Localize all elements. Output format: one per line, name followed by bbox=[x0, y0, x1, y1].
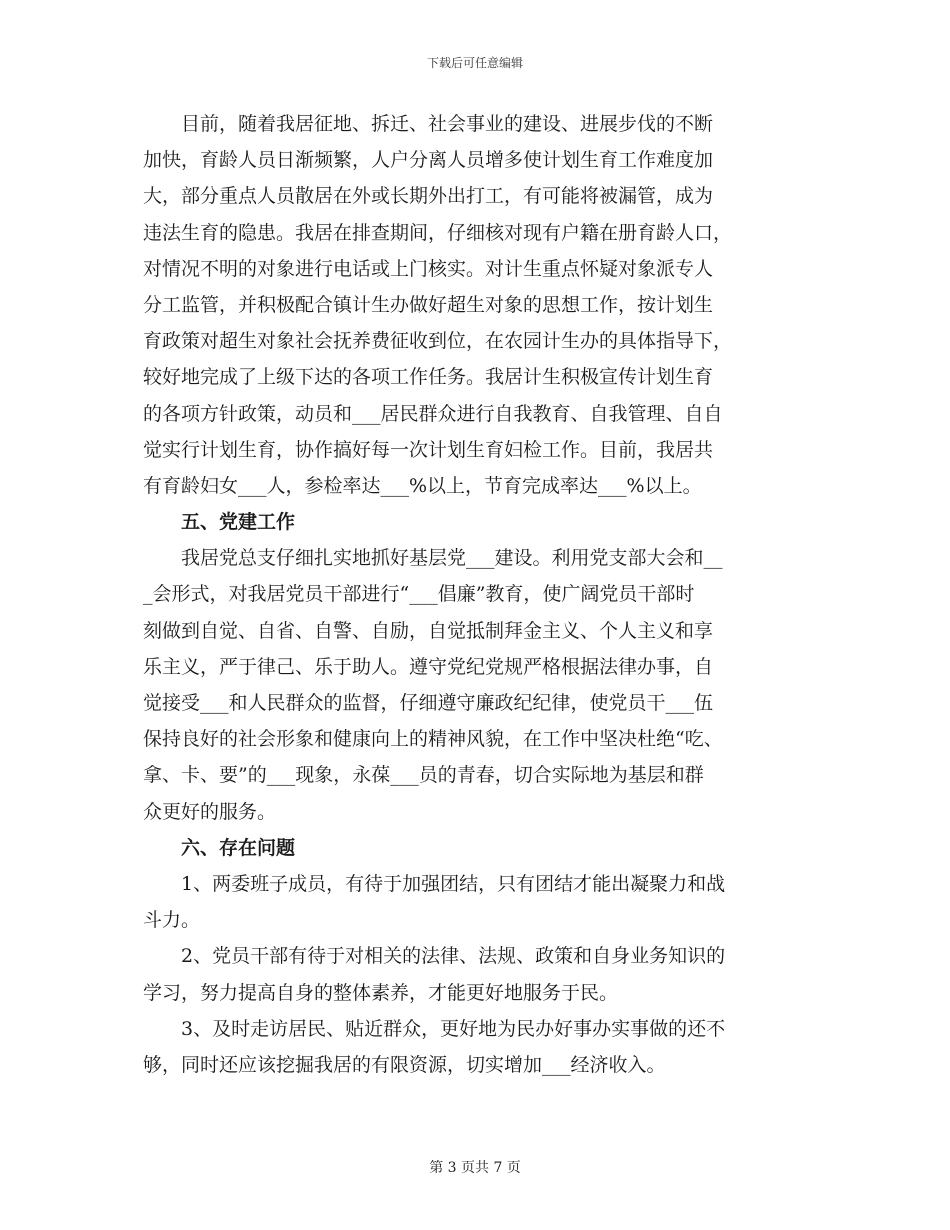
body-line: 3、及时走访居民、贴近群众，更好地为民办好事办实事做的还不 bbox=[143, 1017, 726, 1040]
body-line: 1、两委班子成员，有待于加强团结，只有团结才能出凝聚力和战 bbox=[143, 872, 726, 895]
body-line: 够，同时还应该挖掘我居的有限资源，切实增加___经济收入。 bbox=[143, 1053, 666, 1076]
body-line: 斗力。 bbox=[143, 909, 201, 932]
section-heading-party-building: 五、党建工作 bbox=[143, 511, 296, 534]
body-line: 学习，努力提高自身的整体素养，才能更好地服务于民。 bbox=[143, 981, 619, 1004]
body-line: 觉接受___和人民群众的监督，仔细遵守廉政纪纪律，使党员干___伍 bbox=[143, 692, 714, 714]
body-line: 乐主义，严于律己、乐于助人。遵守党纪党规严格根据法律办事，自 bbox=[143, 655, 714, 678]
page-header: 下载后可任意编辑 bbox=[426, 56, 523, 70]
body-line: 分工监管，并积极配合镇计生办做好超生对象的思想工作，按计划生 bbox=[143, 293, 714, 316]
body-line: 的各项方针政策，动员和___居民群众进行自我教育、自我管理、自自 bbox=[143, 402, 723, 425]
document-body bbox=[143, 106, 803, 1083]
body-line: 大，部分重点人员散居在外或长期外出打工，有可能将被漏管，成为 bbox=[143, 185, 714, 208]
body-line: 较好地完成了上级下达的各项工作任务。我居计生积极宣传计划生育 bbox=[143, 366, 714, 389]
body-line: 对情况不明的对象进行电话或上门核实。对计生重点怀疑对象派专人 bbox=[143, 257, 714, 280]
body-line: 目前，随着我居征地、拆迁、社会事业的建设、进展步伐的不断 bbox=[143, 113, 714, 135]
body-line: 保持良好的社会形象和健康向上的精神风貌，在工作中坚决杜绝“吃、 bbox=[143, 728, 723, 751]
body-line: 拿、卡、要”的___现象，永葆___员的青春，切合实际地为基层和群 bbox=[143, 764, 704, 787]
body-line: 我居党总支仔细扎实地抓好基层党___建设。利用党支部大会和__ bbox=[143, 547, 723, 570]
body-line: 育政策对超生对象社会抚养费征收到位，在农园计生办的具体指导下， bbox=[143, 330, 733, 353]
body-line: 有育龄妇女___人，参检率达___%以上，节育完成率达___%以上。 bbox=[143, 474, 702, 497]
page-footer: 第 3 页共 7 页 bbox=[429, 1160, 521, 1176]
body-line: 众更好的服务。 bbox=[143, 800, 277, 823]
body-line: _会形式，对我居党员干部进行“___倡廉”教育，使广阔党员干部时 bbox=[143, 583, 695, 606]
body-line: 觉实行计划生育，协作搞好每一次计划生育妇检工作。目前，我居共 bbox=[143, 438, 714, 461]
section-heading-problems: 六、存在问题 bbox=[143, 836, 296, 859]
body-line: 加快，育龄人员日渐频繁，人户分离人员增多使计划生育工作难度加 bbox=[143, 149, 714, 172]
body-line: 刻做到自觉、自省、自警、自励，自觉抵制拜金主义、个人主义和享 bbox=[143, 619, 714, 642]
body-line: 违法生育的隐患。我居在排查期间，仔细核对现有户籍在册育龄人口， bbox=[143, 221, 733, 244]
body-line: 2、党员干部有待于对相关的法律、法规、政策和自身业务知识的 bbox=[143, 945, 726, 968]
